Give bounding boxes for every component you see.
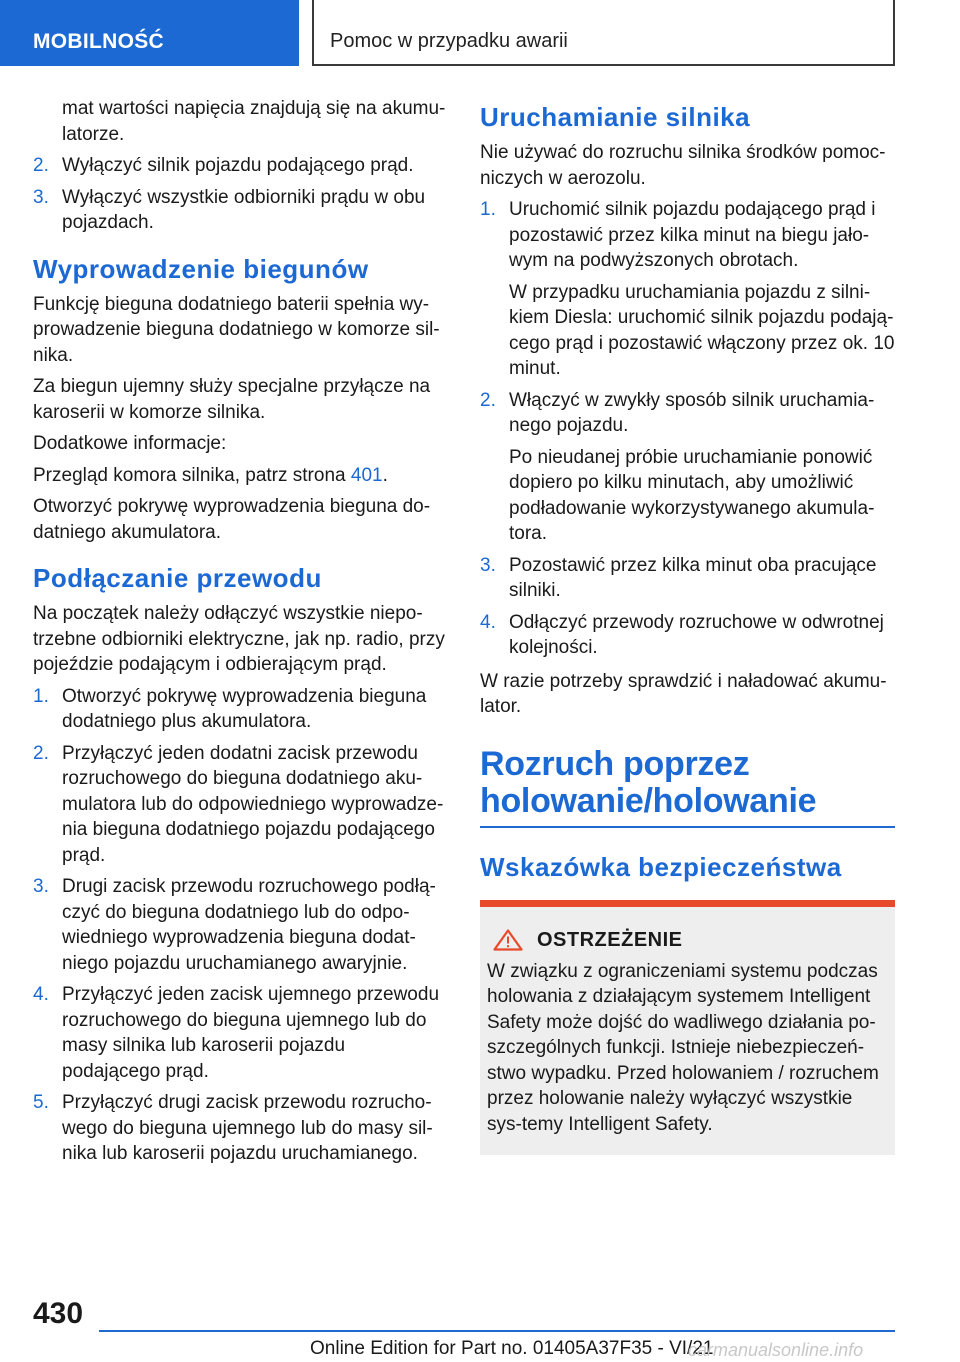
warning-triangle-icon bbox=[493, 929, 523, 951]
intro-continuation: mat wartości napięcia znajdują się na akumu-latorze. bbox=[62, 98, 446, 145]
list-item bbox=[33, 874, 448, 976]
step-text: Przyłączyć jeden dodatni zacisk przewodu rozruchowego do bieguna dodatniego aku-mulatora lub do odpowiedniego wyprowadze-nia bieguna dodatniego pojazdu podającego prąd. bbox=[62, 742, 444, 866]
right-column bbox=[480, 96, 895, 1155]
list-item bbox=[33, 982, 448, 1084]
page-header bbox=[0, 0, 960, 66]
step-text: Wyłączyć silnik pojazdu podającego prąd. bbox=[62, 155, 414, 176]
step-text: Wyłączyć wszystkie odbiorniki prądu w obu pojazdach. bbox=[62, 186, 426, 233]
paragraph: Nie używać do rozruchu silnika środków pomoc-niczych w aerozolu. bbox=[480, 142, 886, 189]
watermark: carmanualsonline.info bbox=[688, 1340, 864, 1360]
paragraph-with-link bbox=[33, 463, 448, 489]
step-number: 4. bbox=[33, 984, 49, 1005]
step-text: Otworzyć pokrywę wyprowadzenia bieguna dodatniego plus akumulatora. bbox=[62, 685, 427, 732]
section-tab: MOBILNOŚĆ bbox=[0, 0, 299, 66]
step-number: 3. bbox=[480, 554, 496, 576]
list-item bbox=[480, 388, 895, 547]
step-number: 1. bbox=[33, 685, 49, 707]
list-item bbox=[33, 741, 448, 869]
step-text: Pozostawić przez kilka minut oba pracujące silniki. bbox=[509, 554, 877, 601]
list-item bbox=[33, 185, 448, 236]
step-text: Odłączyć przewody rozruchowe w odwrotnej kolejności. bbox=[509, 611, 884, 658]
step-number: 1. bbox=[480, 199, 496, 220]
step-text: Uruchomić silnik pojazdu podającego prąd i pozostawić przez kilka minut na biegu jało-wym na podwyższonych obrotach. bbox=[509, 199, 876, 271]
left-column bbox=[33, 96, 448, 1175]
connection-steps bbox=[33, 684, 448, 1167]
list-item bbox=[33, 684, 448, 735]
chapter-heading-tow-start: Rozruch poprzez holowanie/holowanie bbox=[480, 746, 895, 828]
step-number: 2. bbox=[33, 742, 49, 764]
warning-text: W związku z ograniczeniami systemu podczas holowania z działającym systemem Intelligent Safety może dojść do wadliwego działania po-szczególnych funkcji. Istnieje niebezpieczeń-stwo wypadku. Przed holowaniem / rozruchem przez holowanie należy wyłączyć wszystkie sys-temy Intelligent Safety. bbox=[487, 960, 879, 1135]
step-text: Przyłączyć jeden zacisk ujemnego przewodu rozruchowego do bieguna ujemnego lub do masy silnika lub karoserii pojazdu podającego prąd. bbox=[62, 984, 440, 1082]
step-subtext: W przypadku uruchamiania pojazdu z silni-kiem Diesla: uruchomić silnik pojazdu podają-cego prąd i pozostawić włączony przez ok. 10 minut. bbox=[509, 281, 895, 379]
section-heading-terminals: Wyprowadzenie biegunów bbox=[33, 253, 369, 284]
paragraph: Za biegun ujemny służy specjalne przyłącze na karoserii w komorze silnika. bbox=[33, 376, 431, 423]
chapter-title: Pomoc w przypadku awarii bbox=[312, 0, 895, 66]
paragraph-text: . bbox=[382, 464, 388, 486]
step-text: Włączyć w zwykły sposób silnik uruchamia-nego pojazdu. bbox=[509, 389, 875, 436]
step-number: 3. bbox=[33, 186, 49, 208]
step-number: 2. bbox=[480, 389, 496, 411]
section-heading-starting: Uruchamianie silnika bbox=[480, 102, 751, 132]
page-link[interactable]: 401 bbox=[350, 464, 383, 486]
page-number: 430 bbox=[33, 1297, 84, 1330]
list-item bbox=[33, 153, 448, 179]
step-number: 5. bbox=[33, 1092, 49, 1113]
paragraph: Funkcję bieguna dodatniego baterii spełnia wy-prowadzenie bieguna dodatniego w komorze sil-nika. bbox=[33, 293, 440, 366]
starting-steps bbox=[480, 197, 895, 661]
paragraph-text: Przegląd komora silnika, patrz strona bbox=[33, 464, 351, 486]
step-number: 3. bbox=[33, 876, 49, 897]
section-heading-safety: Wskazówka bezpieczeństwa bbox=[480, 851, 842, 882]
paragraph: Dodatkowe informacje: bbox=[33, 433, 227, 454]
warning-header bbox=[493, 929, 887, 952]
warning-box bbox=[480, 900, 895, 1156]
step-text: Przyłączyć drugi zacisk przewodu rozrucho-wego do bieguna ujemnego lub do masy sil-nika lub karoserii pojazdu uruchamianego. bbox=[62, 1092, 433, 1164]
step-text: Drugi zacisk przewodu rozruchowego podłą-czyć do bieguna dodatniego lub do odpo-wiedniego wyprowadzenia bieguna dodat-niego pojazdu uruchamianego awaryjnie. bbox=[62, 876, 436, 974]
paragraph: Otworzyć pokrywę wyprowadzenia bieguna do-datniego akumulatora. bbox=[33, 496, 431, 543]
list-item bbox=[480, 553, 895, 604]
section-heading-connecting: Podłączanie przewodu bbox=[33, 563, 322, 593]
step-subtext: Po nieudanej próbie uruchamianie ponowić dopiero po kilku minutach, aby umożliwić podładowanie wykorzystywanego akumula-tora. bbox=[509, 446, 875, 544]
list-item bbox=[480, 197, 895, 382]
list-item bbox=[33, 1090, 448, 1167]
paragraph: Na początek należy odłączyć wszystkie niepo-trzebne odbiorniki elektryczne, jak np. radio, przy pojeździe podającym i odbierającym prąd. bbox=[33, 603, 445, 675]
step-number: 2. bbox=[33, 155, 49, 176]
warning-title: OSTRZEŻENIE bbox=[537, 928, 683, 951]
footer-divider bbox=[99, 1330, 895, 1332]
step-number: 4. bbox=[480, 611, 496, 633]
paragraph: W razie potrzeby sprawdzić i naładować akumu-lator. bbox=[480, 670, 887, 717]
footer-edition: Online Edition for Part no. 01405A37F35 - VI/21 bbox=[310, 1338, 714, 1359]
intro-steps bbox=[33, 153, 448, 236]
list-item bbox=[480, 610, 895, 661]
